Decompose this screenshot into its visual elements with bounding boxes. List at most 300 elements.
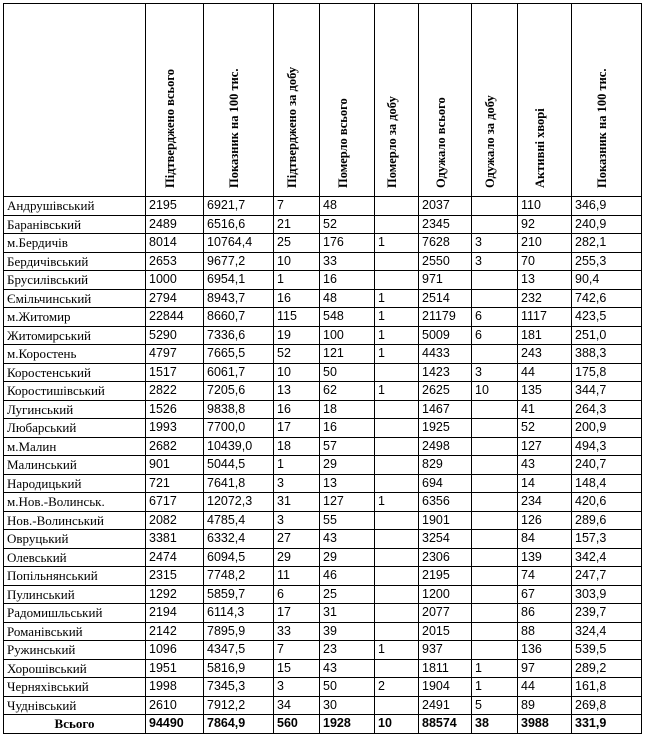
- value-cell: 5009: [419, 326, 472, 345]
- value-cell: 6516,6: [204, 215, 274, 234]
- value-cell: 2550: [419, 252, 472, 271]
- value-cell: [472, 271, 518, 290]
- value-cell: 331,9: [572, 715, 642, 734]
- value-cell: 1: [472, 678, 518, 697]
- value-cell: 3: [472, 252, 518, 271]
- value-cell: 97: [518, 659, 572, 678]
- value-cell: 88: [518, 622, 572, 641]
- value-cell: 6: [274, 585, 320, 604]
- value-cell: 10764,4: [204, 234, 274, 253]
- value-cell: 6061,7: [204, 363, 274, 382]
- district-name-cell: Бердичівський: [4, 252, 146, 271]
- value-cell: 6: [472, 326, 518, 345]
- value-cell: 89: [518, 696, 572, 715]
- value-cell: 346,9: [572, 197, 642, 216]
- covid-statistics-table: [3, 3, 642, 734]
- value-cell: 5290: [146, 326, 204, 345]
- value-cell: 289,6: [572, 511, 642, 530]
- value-cell: 2489: [146, 215, 204, 234]
- value-cell: 176: [320, 234, 375, 253]
- value-cell: 6332,4: [204, 530, 274, 549]
- value-cell: 289,2: [572, 659, 642, 678]
- value-cell: [375, 511, 419, 530]
- header-label: Одужало за добу: [483, 95, 497, 188]
- value-cell: 548: [320, 308, 375, 327]
- value-cell: [375, 567, 419, 586]
- value-cell: 33: [320, 252, 375, 271]
- value-cell: [375, 585, 419, 604]
- value-cell: [472, 622, 518, 641]
- district-name-cell: м.Малин: [4, 437, 146, 456]
- value-cell: 5859,7: [204, 585, 274, 604]
- value-cell: 7345,3: [204, 678, 274, 697]
- value-cell: [472, 530, 518, 549]
- value-cell: 721: [146, 474, 204, 493]
- district-name-cell: Любарський: [4, 419, 146, 438]
- value-cell: [472, 585, 518, 604]
- value-cell: [375, 530, 419, 549]
- table-row: [4, 437, 642, 456]
- district-name-cell: Коростишівський: [4, 382, 146, 401]
- value-cell: 38: [472, 715, 518, 734]
- value-cell: 2195: [146, 197, 204, 216]
- value-cell: [472, 641, 518, 660]
- value-cell: 57: [320, 437, 375, 456]
- value-cell: 17: [274, 604, 320, 623]
- value-cell: 1928: [320, 715, 375, 734]
- header-col-1: [146, 4, 204, 197]
- value-cell: 43: [320, 659, 375, 678]
- value-cell: 3: [274, 474, 320, 493]
- value-cell: 34: [274, 696, 320, 715]
- value-cell: 1904: [419, 678, 472, 697]
- value-cell: 1: [375, 382, 419, 401]
- value-cell: 3254: [419, 530, 472, 549]
- value-cell: 31: [274, 493, 320, 512]
- value-cell: 16: [274, 400, 320, 419]
- value-cell: 4797: [146, 345, 204, 364]
- value-cell: 239,7: [572, 604, 642, 623]
- header-label: Підтверджено за добу: [285, 66, 299, 188]
- header-label: Померло всього: [335, 98, 350, 188]
- value-cell: 7205,6: [204, 382, 274, 401]
- district-name-cell: Ружинський: [4, 641, 146, 660]
- table-row: [4, 585, 642, 604]
- value-cell: 43: [518, 456, 572, 475]
- value-cell: 13: [518, 271, 572, 290]
- value-cell: [472, 419, 518, 438]
- district-name-cell: Радомишльський: [4, 604, 146, 623]
- value-cell: 139: [518, 548, 572, 567]
- value-cell: 2625: [419, 382, 472, 401]
- value-cell: 29: [274, 548, 320, 567]
- value-cell: 1993: [146, 419, 204, 438]
- value-cell: 7748,2: [204, 567, 274, 586]
- value-cell: [472, 400, 518, 419]
- value-cell: 2142: [146, 622, 204, 641]
- value-cell: 1000: [146, 271, 204, 290]
- value-cell: 30: [320, 696, 375, 715]
- value-cell: 2794: [146, 289, 204, 308]
- district-name-cell: Андрушівський: [4, 197, 146, 216]
- district-name-cell: Брусилівський: [4, 271, 146, 290]
- value-cell: 6: [472, 308, 518, 327]
- value-cell: [375, 215, 419, 234]
- value-cell: 62: [320, 382, 375, 401]
- header-row: [4, 4, 642, 197]
- value-cell: 29: [320, 548, 375, 567]
- value-cell: 694: [419, 474, 472, 493]
- value-cell: 181: [518, 326, 572, 345]
- value-cell: 33: [274, 622, 320, 641]
- value-cell: 7: [274, 641, 320, 660]
- value-cell: 10: [274, 252, 320, 271]
- value-cell: 11: [274, 567, 320, 586]
- value-cell: 16: [274, 289, 320, 308]
- value-cell: 2037: [419, 197, 472, 216]
- value-cell: 937: [419, 641, 472, 660]
- value-cell: 539,5: [572, 641, 642, 660]
- value-cell: [375, 400, 419, 419]
- value-cell: 50: [320, 363, 375, 382]
- header-col-2: [204, 4, 274, 197]
- value-cell: 8660,7: [204, 308, 274, 327]
- value-cell: 3988: [518, 715, 572, 734]
- district-name-cell: м.Коростень: [4, 345, 146, 364]
- value-cell: 2082: [146, 511, 204, 530]
- value-cell: 43: [320, 530, 375, 549]
- value-cell: 1951: [146, 659, 204, 678]
- table-row: [4, 234, 642, 253]
- value-cell: 52: [320, 215, 375, 234]
- value-cell: [472, 511, 518, 530]
- value-cell: 2653: [146, 252, 204, 271]
- value-cell: 19: [274, 326, 320, 345]
- value-cell: 560: [274, 715, 320, 734]
- value-cell: 971: [419, 271, 472, 290]
- table-row: [4, 493, 642, 512]
- value-cell: 39: [320, 622, 375, 641]
- value-cell: [375, 474, 419, 493]
- table-row: [4, 419, 642, 438]
- district-name-cell: Баранівський: [4, 215, 146, 234]
- district-name-cell: Романівський: [4, 622, 146, 641]
- value-cell: 494,3: [572, 437, 642, 456]
- value-cell: 86: [518, 604, 572, 623]
- table-row: [4, 511, 642, 530]
- district-name-cell: Нов.-Волинський: [4, 511, 146, 530]
- value-cell: 6094,5: [204, 548, 274, 567]
- value-cell: 7641,8: [204, 474, 274, 493]
- district-name-cell: Коростенський: [4, 363, 146, 382]
- value-cell: 1: [375, 641, 419, 660]
- district-name-cell: Олевський: [4, 548, 146, 567]
- value-cell: 25: [320, 585, 375, 604]
- value-cell: 2610: [146, 696, 204, 715]
- header-label: [71, 4, 79, 192]
- value-cell: 6114,3: [204, 604, 274, 623]
- table-row: [4, 400, 642, 419]
- value-cell: 1901: [419, 511, 472, 530]
- value-cell: 3381: [146, 530, 204, 549]
- district-name-cell: Пулинський: [4, 585, 146, 604]
- district-name-cell: Лугинський: [4, 400, 146, 419]
- value-cell: 2315: [146, 567, 204, 586]
- value-cell: 121: [320, 345, 375, 364]
- value-cell: 127: [518, 437, 572, 456]
- table-row: [4, 271, 642, 290]
- district-name-cell: Житомирський: [4, 326, 146, 345]
- value-cell: 1: [375, 493, 419, 512]
- value-cell: 1: [375, 234, 419, 253]
- value-cell: [472, 604, 518, 623]
- value-cell: 14: [518, 474, 572, 493]
- value-cell: 210: [518, 234, 572, 253]
- table-row: [4, 474, 642, 493]
- value-cell: [375, 271, 419, 290]
- header-col-7: [472, 4, 518, 197]
- value-cell: 6921,7: [204, 197, 274, 216]
- value-cell: [472, 215, 518, 234]
- value-cell: 1925: [419, 419, 472, 438]
- header-label: Активні хворі: [533, 108, 547, 188]
- district-name-cell: Народицький: [4, 474, 146, 493]
- value-cell: [375, 696, 419, 715]
- table-row: [4, 308, 642, 327]
- value-cell: 52: [274, 345, 320, 364]
- value-cell: 10439,0: [204, 437, 274, 456]
- value-cell: 17: [274, 419, 320, 438]
- value-cell: 255,3: [572, 252, 642, 271]
- value-cell: 742,6: [572, 289, 642, 308]
- value-cell: 7912,2: [204, 696, 274, 715]
- table-row: [4, 326, 642, 345]
- value-cell: 2345: [419, 215, 472, 234]
- district-name-cell: Хорошівський: [4, 659, 146, 678]
- value-cell: 344,7: [572, 382, 642, 401]
- value-cell: [472, 197, 518, 216]
- district-name-cell: Чуднівський: [4, 696, 146, 715]
- table-row: [4, 622, 642, 641]
- value-cell: 10: [375, 715, 419, 734]
- header-col-8: [518, 4, 572, 197]
- value-cell: 7628: [419, 234, 472, 253]
- value-cell: 247,7: [572, 567, 642, 586]
- district-name-cell: Ємільчинський: [4, 289, 146, 308]
- table-row: [4, 604, 642, 623]
- value-cell: 1467: [419, 400, 472, 419]
- value-cell: [472, 567, 518, 586]
- value-cell: 15: [274, 659, 320, 678]
- value-cell: [472, 493, 518, 512]
- table-row: [4, 456, 642, 475]
- value-cell: 94490: [146, 715, 204, 734]
- value-cell: 240,7: [572, 456, 642, 475]
- district-name-cell: Черняхівський: [4, 678, 146, 697]
- value-cell: 161,8: [572, 678, 642, 697]
- value-cell: 2498: [419, 437, 472, 456]
- value-cell: 6954,1: [204, 271, 274, 290]
- value-cell: 6717: [146, 493, 204, 512]
- table-row: [4, 548, 642, 567]
- value-cell: 2491: [419, 696, 472, 715]
- value-cell: [375, 548, 419, 567]
- value-cell: [375, 604, 419, 623]
- value-cell: 342,4: [572, 548, 642, 567]
- table-row: [4, 363, 642, 382]
- value-cell: 324,4: [572, 622, 642, 641]
- value-cell: 423,5: [572, 308, 642, 327]
- value-cell: 157,3: [572, 530, 642, 549]
- header-label: Померло за добу: [385, 96, 399, 188]
- value-cell: 3: [472, 234, 518, 253]
- value-cell: 8943,7: [204, 289, 274, 308]
- table-row: [4, 659, 642, 678]
- value-cell: 264,3: [572, 400, 642, 419]
- value-cell: 1117: [518, 308, 572, 327]
- value-cell: 1: [472, 659, 518, 678]
- value-cell: 7864,9: [204, 715, 274, 734]
- value-cell: 282,1: [572, 234, 642, 253]
- value-cell: 74: [518, 567, 572, 586]
- value-cell: 1: [375, 308, 419, 327]
- value-cell: 50: [320, 678, 375, 697]
- value-cell: 232: [518, 289, 572, 308]
- district-name-cell: м.Житомир: [4, 308, 146, 327]
- table-row: [4, 252, 642, 271]
- value-cell: [472, 289, 518, 308]
- value-cell: 46: [320, 567, 375, 586]
- value-cell: 1526: [146, 400, 204, 419]
- value-cell: 48: [320, 289, 375, 308]
- district-name-cell: м.Бердичів: [4, 234, 146, 253]
- value-cell: 3: [472, 363, 518, 382]
- value-cell: [375, 659, 419, 678]
- value-cell: [375, 197, 419, 216]
- value-cell: 9677,2: [204, 252, 274, 271]
- value-cell: [472, 345, 518, 364]
- value-cell: 420,6: [572, 493, 642, 512]
- table-row: [4, 215, 642, 234]
- value-cell: 148,4: [572, 474, 642, 493]
- value-cell: 70: [518, 252, 572, 271]
- value-cell: 25: [274, 234, 320, 253]
- value-cell: 303,9: [572, 585, 642, 604]
- value-cell: 27: [274, 530, 320, 549]
- header-label: Підтверджено всього: [163, 68, 177, 188]
- value-cell: 2306: [419, 548, 472, 567]
- value-cell: 44: [518, 678, 572, 697]
- value-cell: 7336,6: [204, 326, 274, 345]
- value-cell: 7700,0: [204, 419, 274, 438]
- value-cell: 1: [375, 289, 419, 308]
- value-cell: 126: [518, 511, 572, 530]
- value-cell: 269,8: [572, 696, 642, 715]
- value-cell: 829: [419, 456, 472, 475]
- value-cell: 2195: [419, 567, 472, 586]
- value-cell: 100: [320, 326, 375, 345]
- value-cell: 2514: [419, 289, 472, 308]
- value-cell: 67: [518, 585, 572, 604]
- value-cell: 21: [274, 215, 320, 234]
- district-name-cell: Всього: [4, 715, 146, 734]
- value-cell: 7665,5: [204, 345, 274, 364]
- value-cell: 18: [320, 400, 375, 419]
- value-cell: 2: [375, 678, 419, 697]
- district-name-cell: Малинський: [4, 456, 146, 475]
- value-cell: 901: [146, 456, 204, 475]
- value-cell: 2474: [146, 548, 204, 567]
- value-cell: 2682: [146, 437, 204, 456]
- value-cell: 41: [518, 400, 572, 419]
- table-row: [4, 696, 642, 715]
- value-cell: 2194: [146, 604, 204, 623]
- value-cell: 5: [472, 696, 518, 715]
- value-cell: 2822: [146, 382, 204, 401]
- value-cell: 1292: [146, 585, 204, 604]
- value-cell: 388,3: [572, 345, 642, 364]
- value-cell: 21179: [419, 308, 472, 327]
- value-cell: 44: [518, 363, 572, 382]
- value-cell: 29: [320, 456, 375, 475]
- value-cell: 18: [274, 437, 320, 456]
- district-name-cell: Попільнянський: [4, 567, 146, 586]
- table-row: [4, 530, 642, 549]
- value-cell: 55: [320, 511, 375, 530]
- value-cell: [375, 363, 419, 382]
- district-name-cell: м.Нов.-Волинськ.: [4, 493, 146, 512]
- value-cell: 1: [375, 326, 419, 345]
- value-cell: 243: [518, 345, 572, 364]
- value-cell: 48: [320, 197, 375, 216]
- value-cell: 115: [274, 308, 320, 327]
- table-row: [4, 678, 642, 697]
- value-cell: 1200: [419, 585, 472, 604]
- value-cell: [375, 252, 419, 271]
- value-cell: [472, 456, 518, 475]
- value-cell: 1423: [419, 363, 472, 382]
- value-cell: [472, 474, 518, 493]
- table-row: [4, 345, 642, 364]
- header-col-3: [274, 4, 320, 197]
- value-cell: 16: [320, 419, 375, 438]
- value-cell: 16: [320, 271, 375, 290]
- value-cell: 31: [320, 604, 375, 623]
- value-cell: 4433: [419, 345, 472, 364]
- value-cell: [472, 437, 518, 456]
- table-row: [4, 197, 642, 216]
- table-row: [4, 641, 642, 660]
- header-col-4: [320, 4, 375, 197]
- value-cell: 1: [274, 271, 320, 290]
- value-cell: 1998: [146, 678, 204, 697]
- header-label: Одужало всього: [433, 97, 448, 188]
- value-cell: 22844: [146, 308, 204, 327]
- value-cell: 3: [274, 511, 320, 530]
- header-col-9: [572, 4, 642, 197]
- value-cell: 240,9: [572, 215, 642, 234]
- value-cell: 4347,5: [204, 641, 274, 660]
- value-cell: 1: [274, 456, 320, 475]
- value-cell: 135: [518, 382, 572, 401]
- value-cell: 110: [518, 197, 572, 216]
- value-cell: 52: [518, 419, 572, 438]
- value-cell: 23: [320, 641, 375, 660]
- value-cell: 2077: [419, 604, 472, 623]
- value-cell: 12072,3: [204, 493, 274, 512]
- table-row: [4, 567, 642, 586]
- value-cell: 10: [472, 382, 518, 401]
